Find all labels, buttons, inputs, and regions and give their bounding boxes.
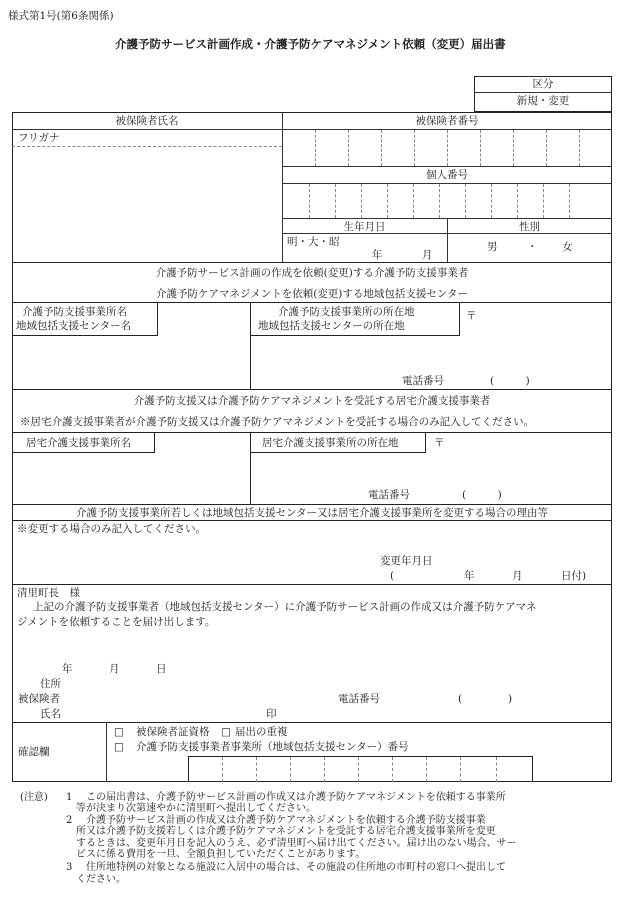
change-date-day[interactable]: 日付): [561, 570, 587, 582]
home-care-address-label: 居宅介護支援事業所の所在地: [262, 437, 399, 449]
note-3-line-2: ください。: [76, 874, 126, 885]
provider-address-label-2: 地域包括支援センターの所在地: [258, 320, 405, 332]
home-care-name-field[interactable]: [13, 454, 249, 503]
furigana-field[interactable]: [12, 130, 282, 146]
home-care-address-field[interactable]: [252, 454, 611, 486]
declaration-phone-close: ): [508, 693, 513, 705]
declaration-month[interactable]: 月: [109, 663, 120, 675]
page-title: 介護予防サービス計画作成・介護予防ケアマネジメント依頼（変更）届出書: [115, 37, 506, 51]
confirm-row1-a: 被保険者証資格: [136, 726, 210, 738]
notes-prefix: (注意): [20, 792, 48, 803]
sex-female[interactable]: 女: [562, 241, 573, 253]
sex-male[interactable]: 男: [487, 241, 498, 253]
birthdate-month-unit: 月: [422, 249, 433, 261]
sex-dot: ・: [527, 241, 538, 253]
home-care-phone-field[interactable]: ( ): [462, 489, 502, 501]
declaration-address-field[interactable]: [70, 676, 600, 690]
declaration-phone-label: 電話番号: [338, 693, 380, 705]
declaration-phone-open: (: [458, 693, 463, 705]
addressee: 清里町長 様: [17, 587, 80, 599]
note-1-line-2: 等が決まり次第速やかに清里町へ提出してください。: [76, 803, 316, 814]
form-number: 様式第1号(第6条関係): [8, 10, 114, 22]
personal-number-label: 個人番号: [426, 169, 468, 181]
provider-address-field[interactable]: [252, 337, 611, 373]
declaration-day[interactable]: 日: [156, 663, 167, 675]
seal-mark: 印: [266, 708, 277, 720]
birthdate-label: 生年月日: [343, 221, 386, 233]
confirm-row1-b: 届出の重複: [235, 726, 288, 738]
provider-name-label-2: 地域包括支援センター名: [16, 320, 132, 332]
insured-name-field[interactable]: [12, 147, 282, 261]
confirm-label: 確認欄: [18, 746, 50, 758]
kubun-value[interactable]: 新規・変更: [516, 95, 570, 107]
note-3-number: 3: [66, 862, 73, 873]
provider-name-field[interactable]: [13, 337, 249, 388]
birthdate-year-unit: 年: [372, 249, 383, 261]
change-heading: 介護予防支援事業所若しくは地域包括支援センター又は居宅介護支援事業所を変更する場合の理由等: [75, 507, 549, 519]
confirm-checkbox-3[interactable]: □: [114, 741, 124, 753]
change-date-year[interactable]: 年: [464, 570, 475, 582]
insured-number-label: 被保険者番号: [415, 115, 479, 127]
provider-address-label-1: 介護予防支援事業所の所在地: [278, 306, 415, 318]
note-1-line-1: この届出書は、介護予防サービス計画の作成又は介護予防ケアマネジメントを依頼する事業所: [86, 792, 506, 803]
home-care-postal-mark: 〒: [434, 437, 445, 449]
provider-postal-mark: 〒: [466, 310, 477, 322]
change-note: ※変更する場合のみ記入してください。: [17, 523, 206, 535]
office-number-field[interactable]: [188, 756, 533, 782]
change-reason-field[interactable]: [13, 538, 611, 553]
note-2-line-1: 介護予防サービス計画の作成又は介護予防ケアマネジメントを依頼する介護予防支援事業: [86, 815, 486, 826]
provider-phone-label: 電話番号: [402, 375, 444, 387]
home-care-name-label: 居宅介護支援事業所名: [26, 437, 131, 449]
declaration-name-field[interactable]: [70, 706, 260, 720]
declaration-body-1: 上記の介護予防支援事業者（地域包括支援センター）に介護予防サービス計画の作成又は介護予防ケアマネ: [33, 601, 537, 613]
home-care-note: ※居宅介護支援事業者が介護予防支援又は介護予防ケアマネジメントを受託する場合のみ記入してください。: [20, 416, 535, 428]
insured-name-label: 被保険者氏名: [115, 115, 179, 127]
note-2-number: 2: [66, 815, 73, 826]
sex-label: 性別: [519, 221, 540, 233]
personal-number-field[interactable]: [283, 184, 612, 218]
birthdate-era[interactable]: 明・大・昭: [287, 236, 340, 248]
kubun-label: 区分: [532, 78, 554, 90]
confirm-row2: 介護予防支援事業者事業所（地域包括支援センター）番号: [136, 741, 409, 753]
declaration-address-label: 住所: [40, 678, 61, 690]
provider-phone-field[interactable]: ( ): [490, 375, 530, 387]
change-date-open: (: [390, 570, 395, 582]
note-2-line-4: ビスに係る費用を一旦、全額負担していただくことがあります。: [76, 849, 366, 860]
note-3-line-1: 住所地特例の対象となる施設に入居中の場合は、その施設の住所地の市町村の窓口へ提出して: [86, 862, 506, 873]
provider-heading-2: 介護予防ケアマネジメントを依頼(変更)する地域包括支援センター: [156, 288, 468, 300]
note-1-number: 1: [66, 792, 73, 803]
furigana-label: フリガナ: [18, 132, 60, 144]
declaration-phone-field[interactable]: [465, 691, 507, 705]
provider-name-label-1: 介護予防支援事業所名: [22, 306, 127, 318]
confirm-checkbox-2[interactable]: □: [221, 726, 231, 738]
note-2-line-2: 所又は介護予防支援若しくは介護予防ケアマネジメントを受託する居宅介護支援事業所を変更: [76, 826, 496, 837]
change-date-label: 変更年月日: [380, 555, 433, 567]
declaration-body-2: ジメントを依頼することを届け出します。: [17, 616, 216, 628]
declaration-year[interactable]: 年: [62, 663, 73, 675]
home-care-heading: 介護予防支援又は介護予防ケアマネジメントを受託する居宅介護支援事業者: [133, 395, 491, 407]
home-care-phone-label: 電話番号: [368, 489, 410, 501]
confirm-checkbox-1[interactable]: □: [114, 726, 124, 738]
declaration-insured-label: 被保険者: [18, 693, 60, 705]
change-date-month[interactable]: 月: [512, 570, 523, 582]
note-2-line-3: するときは、変更年月日を記入のうえ、必ず清里町へ届け出てください。届け出のない場合、サー: [76, 838, 517, 849]
declaration-name-label: 氏名: [40, 708, 61, 720]
provider-heading-1: 介護予防サービス計画の作成を依頼(変更)する介護予防支援事業者: [155, 267, 469, 279]
